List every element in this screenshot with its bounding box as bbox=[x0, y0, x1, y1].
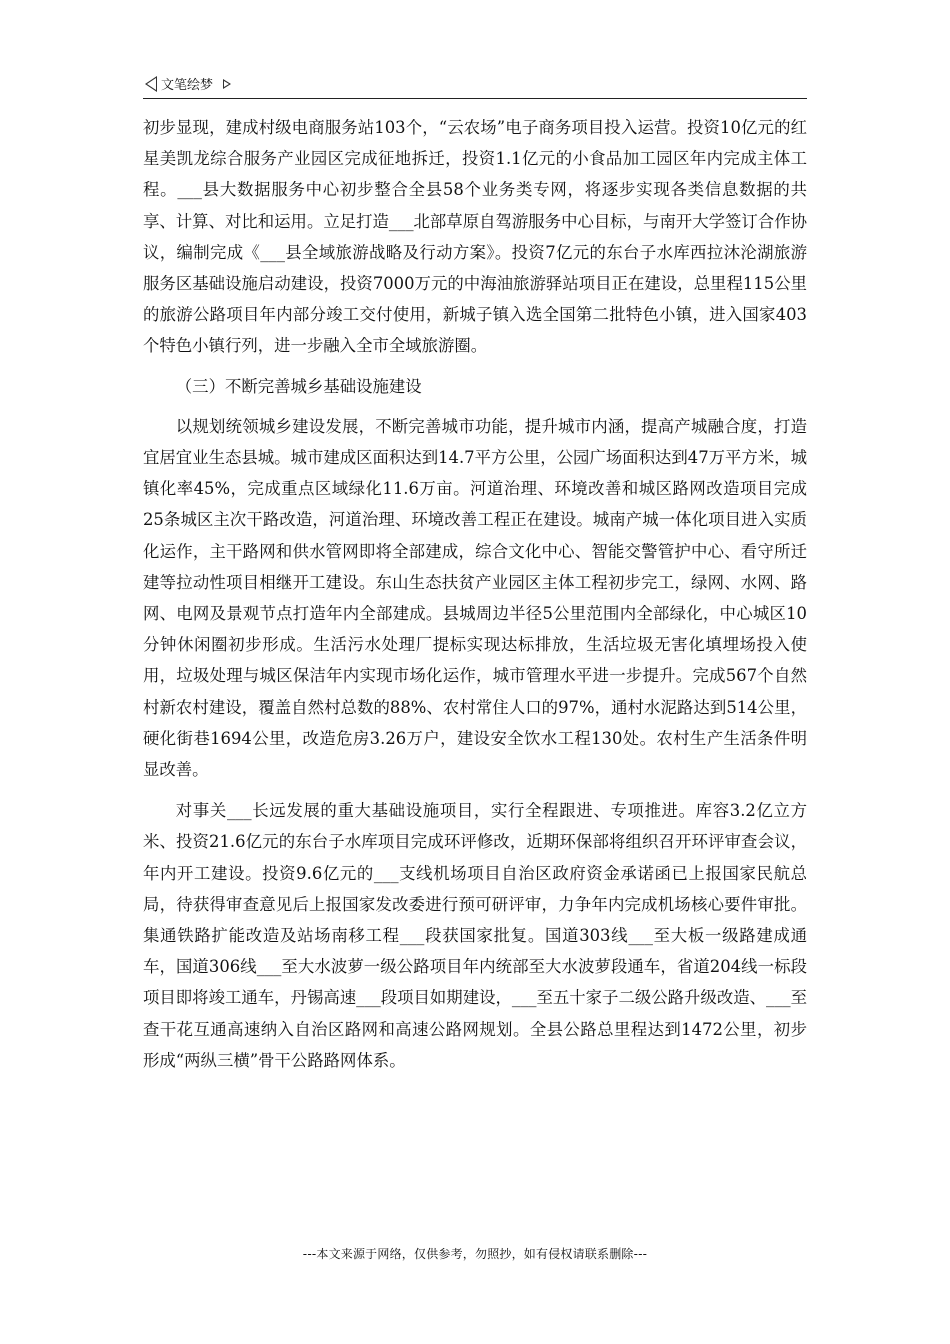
triangle-right-icon bbox=[223, 79, 231, 89]
paragraph-3: 对事关___长远发展的重大基础设施项目，实行全程跟进、专项推进。库容3.2亿立方米、投资21.6亿元的东台子水库项目完成环评修改，近期环保部将组织召开环评审查会议，年内开工建设。投资9.6亿元的___支线机场项目自治区政府资金承诺函已上报国家民航总局，待获得审查意见后上报国家发改委进行预可研评审，力争年内完成机场核心要件审批。集通铁路扩能改造及站场南移工程___段获国家批复。国道303线___至大板一级路建成通车，国道306线___至大水波萝一级公路项目年内统部至大水波萝段通车，省道204线一标段项目即将竣工通车，丹锡高速___段项目如期建设，___至五十家子二级公路升级改造、___至查干花互通高速纳入自治区路网和高速公路网规划。全县公路总里程达到1472公里，初步形成“两纵三横”骨干公路路网体系。 bbox=[143, 801, 807, 1070]
paragraph-1: 初步显现，建成村级电商服务站103个，“云农场”电子商务项目投入运营。投资10亿元的红星美凯龙综合服务产业园区完成征地拆迁，投资1.1亿元的小食品加工园区年内完成主体工程。___县大数据服务中心初步整合全县58个业务类专网，将逐步实现各类信息数据的共享、计算、对比和运用。立足打造___北部草原自驾游服务中心目标，与南开大学签订合作协议，编制完成《___县全域旅游战略及行动方案》。投资7亿元的东台子水库西拉沐沦湖旅游服务区基础设施启动建设，投资7000万元的中海油旅游驿站项目正在建设，总里程115公里的旅游公路项目年内部分竣工交付使用，新城子镇入选全国第二批特色小镇，进入国家403个特色小镇行列，进一步融入全市全域旅游圈。 bbox=[143, 118, 807, 356]
footer-disclaimer: ---本文来源于网络，仅供参考，勿照抄，如有侵权请联系删除--- bbox=[302, 1247, 648, 1261]
page-header bbox=[143, 72, 807, 99]
header-brand bbox=[145, 74, 231, 93]
triangle-left-icon bbox=[145, 76, 157, 92]
section-heading: （三）不断完善城乡基础设施建设 bbox=[175, 376, 422, 396]
header-title: 文笔绘梦 bbox=[161, 78, 214, 93]
paragraph-2: 以规划统领城乡建设发展，不断完善城市功能，提升城市内涵，提高产城融合度，打造宜居宜业生态县城。城市建成区面积达到14.7平方公里，公园广场面积达到47万平方米，城镇化率45%，完成重点区域绿化11.6万亩。河道治理、环境改善和城区路网改造项目完成25条城区主次干路改造，河道治理、环境改善工程正在建设。城南产城一体化项目进入实质化运作，主干路网和供水管网即将全部建成，综合文化中心、智能交警管护中心、看守所迁建等拉动性项目相继开工建设。东山生态扶贫产业园区主体工程初步完工，绿网、水网、路网、电网及景观节点打造年内全部建成。县城周边半径5公里范围内全部绿化，中心城区10分钟休闲圈初步形成。生活污水处理厂提标实现达标排放，生活垃圾无害化填埋场投入使用，垃圾处理与城区保洁年内实现市场化运作，城市管理水平进一步提升。完成567个自然村新农村建设，覆盖自然村总数的88%、农村常住人口的97%，通村水泥路达到514公里，硬化街巷1694公里，改造危房3.26万户，建设安全饮水工程130处。农村生产生活条件明显改善。 bbox=[143, 416, 807, 780]
document-body bbox=[143, 112, 807, 1076]
